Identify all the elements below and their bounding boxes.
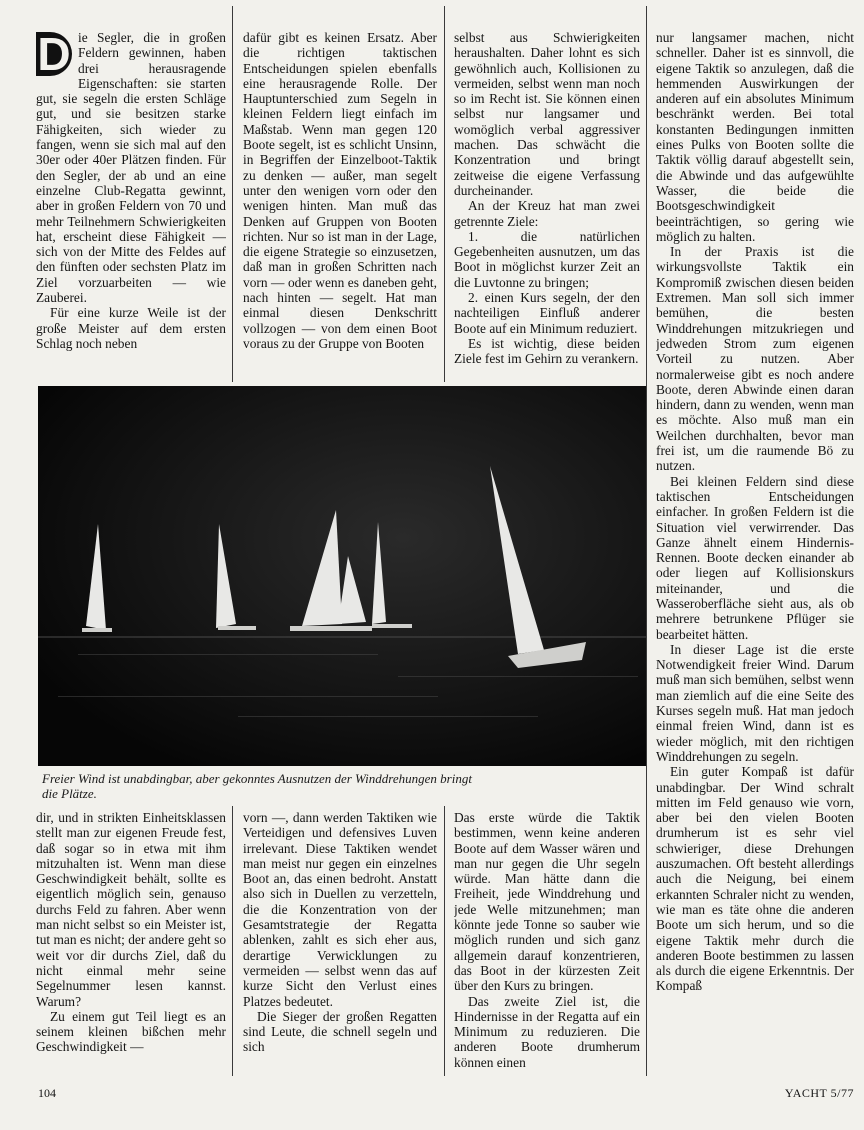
paragraph: In dieser Lage ist die erste Notwendigkeit freier Wind. Darum muß man sich bemühen, selbst wenn man ziemlich auf die eine Seite des Kurses segeln muß. Hat man jedoch einmal freien Wind, dann ist es wieder möglich, mit den richtigen Winddrehungen zu segeln. — [656, 641, 854, 764]
paragraph: dir, und in strikten Einheitsklassen stellt man zur eigenen Freude fest, daß sogar so in etwa mit ihm mitzuhalten ist. Wenn man diese Geschwindigkeit behält, sollte es eigentlich möglich sein, genauso durchs Feld zu fahren. Aber wenn man nicht selbst so ein Meister ist, tut man es nicht; der andere geht so weit vor dir durchs Ziel, daß du nicht einmal mehr seine Segelnummer lesen kannst. Warum? — [36, 810, 226, 1009]
column-rule — [444, 6, 445, 382]
article-column-1-top — [36, 30, 226, 384]
article-column-2-top — [243, 30, 437, 384]
article-column-2-bottom — [243, 810, 437, 1078]
paragraph: Es ist wichtig, diese beiden Ziele fest im Gehirn zu verankern. — [454, 335, 640, 367]
list-item: 1. die natürlichen Gegebenheiten ausnutzen, um das Boot in möglichst kurzer Zeit an die Luvtonne zu bringen; — [454, 228, 640, 290]
paragraph: Das zweite Ziel ist, die Hindernisse in der Regatta auf ein Minimum zu reduzieren. Die anderen Boote drumherum können einen — [454, 993, 640, 1070]
paragraph: Das erste würde die Taktik bestimmen, wenn keine anderen Boote auf dem Wasser wären und man nur gegen die Uhr segeln würde. Man hätte dann die Freiheit, jede Winddrehung und jede Welle mitzunehmen; man könnte jede Tonne so sauber wie möglich runden und sich ganz allgemein darauf konzentrieren, das Boot in der kürzesten Zeit über den Kurs zu bringen. — [454, 810, 640, 994]
article-column-3-top — [454, 30, 640, 384]
paragraph: Bei kleinen Feldern sind diese taktischen Entscheidungen einfacher. In großen Feldern ist die Situation viel verwirrender. Das Ganze ähnelt einem Hindernis-Rennen. Boote decken einander ab oder liegen auf Kollisionskurs miteinander, und die Wasseroberfläche sieht aus, als ob mehrere betrunkene Pflüger sie bearbeitet hätten. — [656, 473, 854, 642]
paragraph: In der Praxis ist die wirkungsvollste Taktik ein Kompromiß zwischen diesen beiden Extremen. Man soll sich immer bemühen, die besten Winddrehungen mitzukriegen und jedweden Strom zum eigenen Vorteil zu nutzen. Aber normalerweise gibt es noch andere Boote, deren Abwinde einen daran hindern, dann zu wenden, wenn man es möchte. Also muß man ein Weilchen durchhalten, bevor man frei ist, um die raumende Bö zu nutzen. — [656, 244, 854, 474]
paragraph: Ein guter Kompaß ist dafür unabdingbar. Der Wind schralt mitten im Feld genauso wie vorn, aber bei den vielen Booten drumherum ist es sehr viel schwieriger, diese Drehungen auszumachen. Oft besteht allerdings auch die Neigung, bei einem erkannten Schraler nicht zu wenden, wie man es täte ohne die anderen Boote um sich herum, und so die eigene Taktik mehr durch die anderen Boote bestimmen zu lassen als durch die eigene Erkenntnis. Der Kompaß — [656, 764, 854, 994]
caption-line: Freier Wind ist unabdingbar, aber gekonntes Ausnutzen der Winddrehungen bringt — [42, 771, 472, 786]
paragraph: selbst aus Schwierigkeiten heraushalten. Daher lohnt es sich gewöhnlich auch, Kollisionen zu vermeiden, selbst wenn man noch so im Recht ist. Sie können einen selbst nur langsamer und womöglich verbal aggressiver machen. Das schwächt die Konzentration und bringt zeitweise die eigene Verfassung durcheinander. — [454, 30, 640, 198]
paragraph: ie Segler, die in großen Feldern gewinnen, haben drei herausragende Eigenschaften: sie starten gut, sie segeln die ersten Schläge gut, und sie besitzen starke Fähigkeiten, sich wieder zu fangen, wenn sie sich mal auf den 30er oder 40er Plätzen finden. Für den Segler, der ab und an eine einzelne Club-Regatta gewinnt, aber in großen Feldern von 70 und mehr Teilnehmern Schwierigkeiten hat, erscheint diese Fähigkeit — sich von der Mitte des Feldes auf den fünften oder sechsten Platz im Ziel vorzuarbeiten — wie Zauberei. — [36, 30, 226, 306]
article-column-3-bottom — [454, 810, 640, 1078]
magazine-issue: YACHT 5/77 — [784, 1086, 854, 1100]
caption-line: die Plätze. — [42, 786, 97, 801]
paragraph: Zu einem gut Teil liegt es an seinem kleinen bißchen mehr Geschwindigkeit — — [36, 1008, 226, 1055]
drop-cap: D — [37, 30, 71, 80]
column-rule — [444, 806, 445, 1076]
paragraph: nur langsamer machen, nicht schneller. Daher ist es sinnvoll, die eigene Taktik so anzulegen, daß die hemmenden Auswirkungen der anderen auf ein absolutes Minimum beschränkt werden. Bei total konstanten Bedingungen inmitten eines Pulks von Booten sollte die Taktik völlig darauf abgestellt sein, die Abwinde und das aufgewühlte Wasser, die beide die Bootsgeschwindigkeit beeinträchtigen, so gering wie möglich zu halten. — [656, 30, 854, 244]
page-number: 104 — [38, 1086, 56, 1100]
article-column-1-bottom — [36, 810, 226, 1078]
list-item: 2. einen Kurs segeln, der den nachteiligen Einfluß anderer Boote auf ein Minimum reduziert. — [454, 290, 640, 336]
paragraph: Die Sieger der großen Regatten sind Leute, die schnell segeln und sich — [243, 1008, 437, 1055]
paragraph: dafür gibt es keinen Ersatz. Aber die richtigen taktischen Entscheidungen spielen ebenfalls eine herausragende Rolle. Der Hauptunterschied zum Segeln in kleinen Feldern liegt einfach im Maßstab. Wenn man gegen 120 Boote segelt, ist es schlicht Unsinn, in Begriffen der Einzelboot-Taktik zu denken — außer, man segelt unter den wenigen vorn oder den wenigen hinten. Man muß das Denken auf Gruppen von Booten richten. Nur so ist man in der Lage, die eigene Strategie so einzusetzen, daß man in großen Schritten nach vorn — oder wenn es daneben geht, nach hinten — segelt. Hat man einmal diesen Denkschritt vollzogen — von dem einen Boot voraus zu der Gruppe von Booten — [243, 30, 437, 351]
paragraph: vorn —, dann werden Taktiken wie Verteidigen und defensives Luven irrelevant. Diese Taktiken wendet man meist nur gegen ein einzelnes Boot an, das einen bedroht. Anstatt also sich in Duellen zu verzetteln, die die Konzentration von der Gesamtstrategie der Regatta ablenken, zahlt es sich eher aus, derartige Verwicklungen zu vermeiden — selbst wenn das auf kurze Sicht den Verlust eines Platzes bedeutet. — [243, 810, 437, 1009]
article-column-4 — [656, 30, 854, 1082]
sailboats-photo-image — [38, 386, 646, 766]
photo-caption — [42, 771, 642, 801]
column-rule — [232, 6, 233, 382]
column-rule — [646, 6, 647, 1076]
column-rule — [232, 806, 233, 1076]
sailboats-photo — [38, 386, 646, 766]
paragraph: An der Kreuz hat man zwei getrennte Ziele: — [454, 198, 640, 229]
paragraph: Für eine kurze Weile ist der große Meister auf dem ersten Schlag noch neben — [36, 305, 226, 351]
